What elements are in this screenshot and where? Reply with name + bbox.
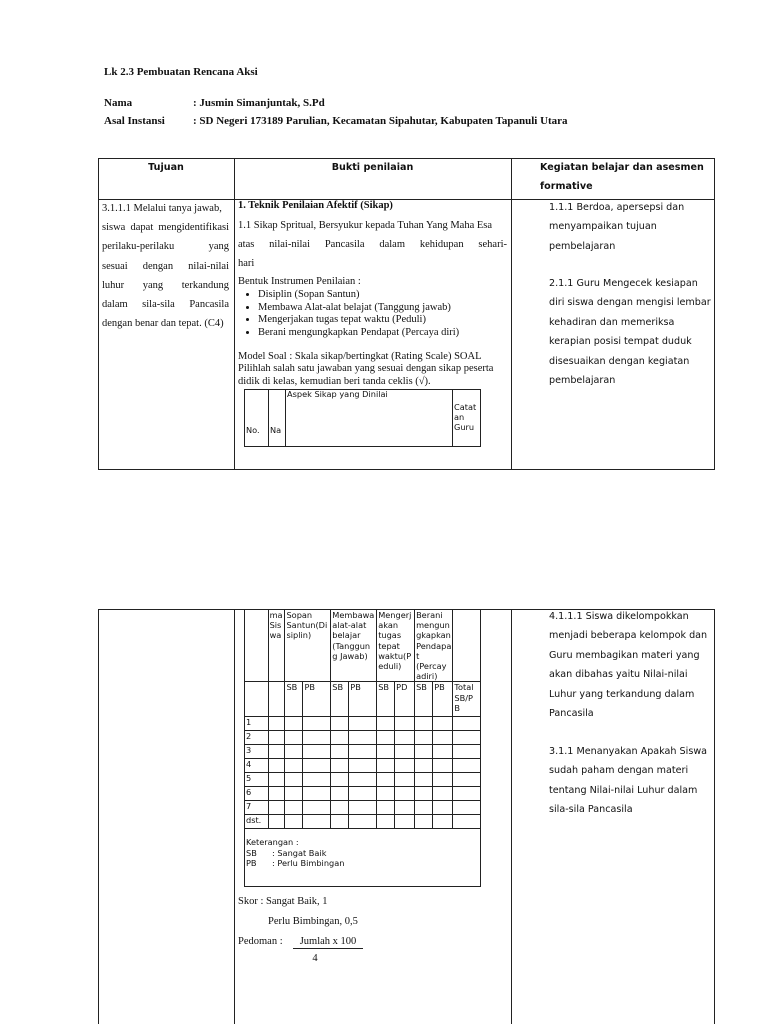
- keterangan-box: Keterangan : SB : Sangat Baik PB : Perlu Bimbingan: [245, 829, 481, 887]
- pedoman-numerator: Jumlah x 100: [293, 936, 363, 949]
- grid-sub-header: SB: [415, 682, 433, 717]
- skor-line-2: Perlu Bimbingan, 0,5: [268, 916, 358, 927]
- tujuan-text: 3.1.1.1 Melalui tanya jawab, siswa dapat mengidentifikasi perilaku-perilaku yang sesuai dengan nilai-nilai luhur yang terkandung dalam sila-sila Pancasila dengan benar dan tepat. (C4): [102, 203, 229, 330]
- instansi-label: Asal Instansi: [104, 115, 165, 127]
- kegiatan-3: 4.1.1.1 Siswa dikelompokkan menjadi beberapa kelompok dan Guru membagikan materi yang akan dibahas yaitu Nilai-nilai Luhur yang terkandung dalam Pancasila: [549, 611, 708, 720]
- instrument-item: • Mengerjakan tugas tepat waktu (Peduli): [258, 314, 538, 327]
- instrument-item: • Disiplin (Sopan Santun): [258, 289, 538, 302]
- table-row: 5: [245, 773, 481, 787]
- mini-header-nama: Na: [270, 425, 282, 435]
- sikap-spiritual-text: 1.1 Sikap Spritual, Bersyukur kepada Tuhan Yang Maha Esa atas nilai-nilai Pancasila dalam kehidupan sehari- hari: [238, 220, 507, 270]
- instrument-item: • Berani mengungkapkan Pendapat (Percaya diri): [258, 327, 538, 340]
- table-row: 6: [245, 787, 481, 801]
- grid-sub-header: PD: [395, 682, 415, 717]
- grid-sub-header: SB: [377, 682, 395, 717]
- scoring-grid: [244, 609, 481, 887]
- header-kegiatan-line1: Kegiatan belajar dan asesmen: [540, 162, 704, 173]
- grid-sub-header: PB: [303, 682, 331, 717]
- instrument-item: • Membawa Alat-alat belajat (Tanggung jawab): [258, 302, 538, 315]
- grid-sub-header: SB: [331, 682, 349, 717]
- grid-header-berani: Berani mengun gkapkan Pendapa t (Percay adiri): [416, 610, 452, 682]
- table-row: 4: [245, 759, 481, 773]
- nama-label: Nama: [104, 97, 133, 109]
- header-tujuan: Tujuan: [148, 162, 184, 173]
- document-title: Lk 2.3 Pembuatan Rencana Aksi: [104, 66, 258, 78]
- skor-line: Skor : Sangat Baik, 1: [238, 896, 328, 907]
- header-bukti-penilaian: Bukti penilaian: [331, 162, 414, 173]
- model-soal-text: Model Soal : Skala sikap/bertingkat (Rating Scale) SOAL Pilihlah salah satu jawaban yang sesuai dengan sikap peserta didik di kelas, kemudian beri tanda ceklis (√).: [238, 351, 494, 387]
- table-row: 1: [245, 717, 481, 731]
- nama-value: : Jusmin Simanjuntak, S.Pd: [193, 97, 325, 109]
- mini-header-catatan: Catat an Guru: [454, 402, 477, 433]
- table-row: 7: [245, 801, 481, 815]
- mini-header-no: No.: [246, 425, 260, 435]
- table-row: dst.: [245, 815, 481, 829]
- bentuk-instrumen-label: Bentuk Instrumen Penilaian :: [238, 276, 361, 287]
- grid-blank-corner: [245, 610, 269, 682]
- table-row: 2: [245, 731, 481, 745]
- bukti-heading: 1. Teknik Penilaian Afektif (Sikap): [238, 200, 393, 211]
- instansi-value: : SD Negeri 173189 Parulian, Kecamatan Sipahutar, Kabupaten Tapanuli Utara: [193, 115, 568, 127]
- table-row: 3: [245, 745, 481, 759]
- grid-header-sopan-santun: Sopan Santun(Di siplin): [285, 610, 331, 682]
- grid-sub-header: PB: [349, 682, 377, 717]
- kegiatan-1: 1.1.1 Berdoa, apersepsi dan menyampaikan tujuan pembelajaran: [549, 202, 685, 252]
- kegiatan-2: 2.1.1 Guru Mengecek kesiapan diri siswa dengan mengisi lembar kehadiran dan memeriksa kerapian posisi tempat duduk disesuaikan dengan kegiatan pembelajaran: [549, 278, 711, 387]
- grid-header-membawa: Membawa alat-alat belajar (Tanggun g Jawab): [331, 610, 377, 682]
- kegiatan-4: 3.1.1 Menanyakan Apakah Siswa sudah paham dengan materi tentang Nilai-nilai Luhur dalam sila-sila Pancasila: [549, 746, 708, 816]
- grid-header-total: Total SB/P B: [453, 682, 481, 717]
- mini-header-aspek: Aspek Sikap yang Dinilai: [287, 389, 388, 399]
- instrument-list: [226, 289, 538, 339]
- pedoman-label: Pedoman :: [238, 936, 283, 947]
- header-kegiatan-line2: formative: [540, 181, 593, 192]
- pedoman-denominator: 4: [312, 953, 318, 964]
- grid-header-nama: ma Sis wa: [268, 610, 285, 682]
- grid-header-mengerjakan: Mengerj akan tugas tepat waktu(P eduli): [377, 610, 415, 682]
- grid-sub-header: PB: [433, 682, 453, 717]
- grid-header-blank: [453, 610, 481, 682]
- grid-sub-header: SB: [285, 682, 303, 717]
